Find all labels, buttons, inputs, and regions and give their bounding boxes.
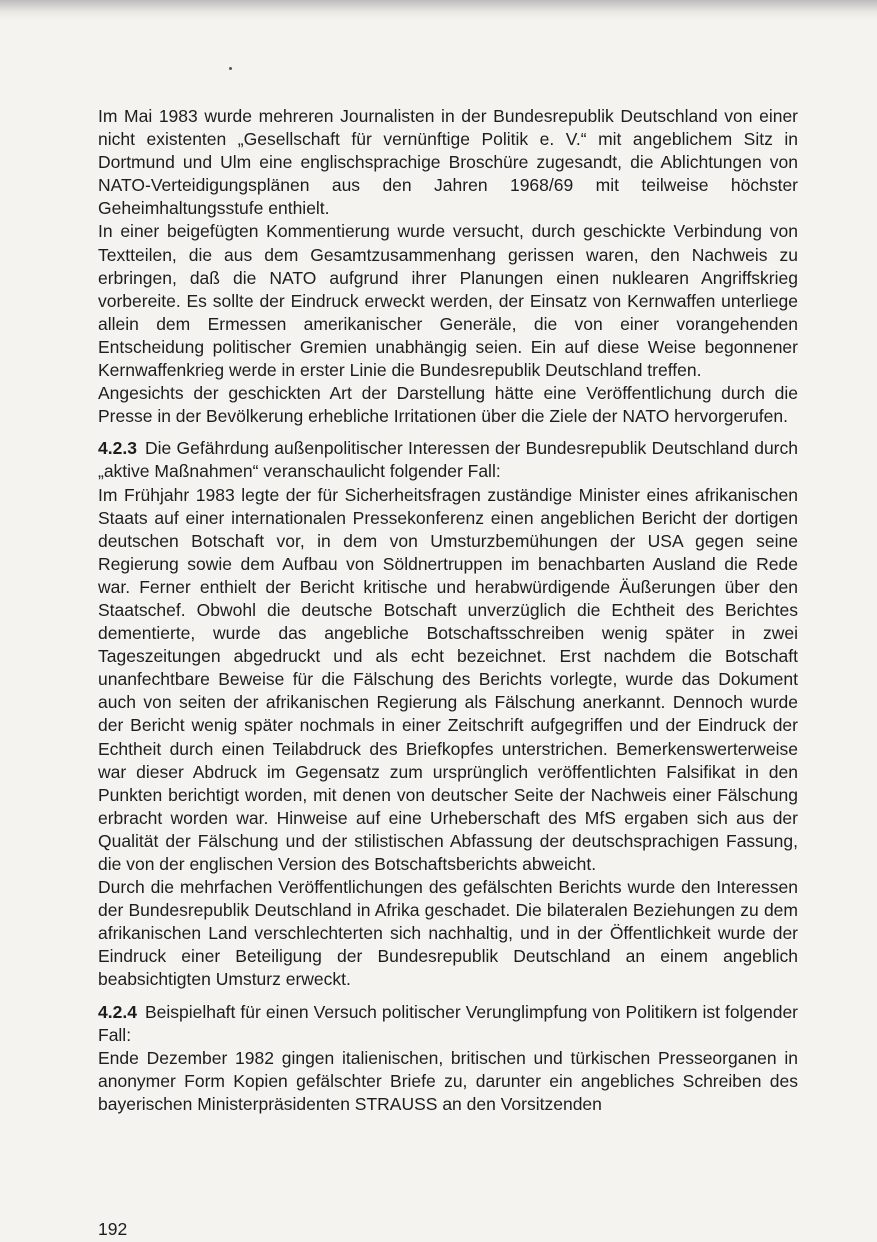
paragraph-text: Angesichts der geschickten Art der Darstellung hätte eine Veröffentlichung durch die Presse in der Bevölkerung erhebliche Irritationen über die Ziele der NATO hervorgerufen.: [98, 383, 798, 427]
section-4-2-3: [98, 437, 798, 991]
paragraph-text: In einer beigefügten Kommentierung wurde versucht, durch geschickte Verbindung von Textteilen, die aus dem Gesamtzusammenhang gerissen waren, den Nachweis zu erbringen, daß die NATO aufgrund ihrer Planungen einen nuklearen Angriffskrieg vorbereite. Es sollte der Eindruck erweckt werden, der Einsatz von Kernwaffen unterliege allein dem Ermessen amerikanischer Generäle, die von einer vorangehenden Entscheidung politischer Gremien unabhängig seien. Ein auf diese Weise begonnener Kernwaffenkrieg werde in erster Linie die Bundesrepublik Deutschland treffen.: [98, 221, 798, 381]
scan-top-edge: [0, 0, 877, 20]
document-body: [98, 105, 798, 1116]
paragraph-text: Beispielhaft für einen Versuch politischer Verunglimpfung von Politikern ist folgender Fall:: [98, 1001, 798, 1045]
paragraph: [98, 484, 798, 877]
section-4-2-4: [98, 1001, 798, 1116]
section-number: 4.2.4: [98, 1001, 137, 1022]
section-number: 4.2.3: [98, 438, 137, 459]
paragraph: [98, 220, 798, 382]
paragraph-text: Die Gefährdung außenpolitischer Interessen der Bundesrepublik Deutschland durch „aktive Maßnahmen“ veranschaulicht folgender Fall:: [98, 438, 798, 482]
paragraph-text: Im Frühjahr 1983 legte der für Sicherheitsfragen zuständige Minister eines afrikanischen Staats auf einer internationalen Pressekonferenz einen angeblichen Bericht der dortigen deutschen Botschaft vor, in dem von Umsturzbemühungen der USA gegen seine Regierung sowie dem Aufbau von Söldnertruppen im benachbarten Ausland die Rede war. Ferner enthielt der Bericht kritische und herabwürdigende Äußerungen über den Staatschef. Obwohl die deutsche Botschaft unverzüglich die Echtheit des Berichtes dementierte, wurde das angebliche Botschaftsschreiben wenig später in zwei Tageszeitungen abgedruckt und als echt bezeichnet. Erst nachdem die Botschaft unanfechtbare Beweise für die Fälschung des Berichts vorlegte, wurde das Dokument auch von seiten der afrikanischen Regierung als Fälschung anerkannt. Dennoch wurde der Bericht wenig später nochmals in einer Zeitschrift aufgegriffen und der Eindruck der Echtheit durch einen Teilabdruck des Briefkopfes unterstrichen. Bemerkenswerterweise war dieser Abdruck im Gegensatz zum ursprünglich veröffentlichten Falsifikat in den Punkten berichtigt worden, mit denen von deutscher Seite der Nachweis einer Fälschung erbracht worden war. Hinweise auf eine Urheberschaft des MfS ergaben sich aus der Qualität der Fälschung und der stilistischen Abfassung der deutschsprachigen Fassung, die von der englischen Version des Botschaftsberichts abweicht.: [98, 484, 798, 874]
paragraph-text: Ende Dezember 1982 gingen italienischen, britischen und türkischen Presseorganen in anonymer Form Kopien gefälschter Briefe zu, darunter ein angebliches Schreiben des bayerischen Ministerpräsidenten STRAUSS an den Vorsitzenden: [98, 1047, 798, 1114]
paragraph-text: Durch die mehrfachen Veröffentlichungen des gefälschten Berichts wurde den Interessen der Bundesrepublik Deutschland in Afrika geschadet. Die bilateralen Beziehungen zu dem afrikanischen Land verschlechterten sich nachhaltig, und in der Öffentlichkeit wurde der Eindruck einer Beteiligung der Bundesrepublik Deutschland an einem angeblich beabsichtigten Umsturz erweckt.: [98, 877, 798, 990]
paragraph: [98, 382, 798, 428]
page-number: 192: [98, 1219, 128, 1239]
scan-speck: [229, 67, 232, 70]
section-intro: [98, 105, 798, 428]
paragraph: [98, 437, 798, 483]
paragraph: [98, 105, 798, 220]
paragraph: [98, 1001, 798, 1047]
paragraph: [98, 1047, 798, 1116]
paragraph: [98, 876, 798, 991]
paragraph-text: Im Mai 1983 wurde mehreren Journalisten in der Bundesrepublik Deutschland von einer nicht existenten „Gesellschaft für vernünftige Politik e. V.“ mit angeblichem Sitz in Dortmund und Ulm eine englischsprachige Broschüre zugesandt, die Ablichtungen von NATO-Verteidigungsplänen aus den Jahren 1968/69 mit teilweise höchster Geheimhaltungsstufe enthielt.: [98, 106, 798, 219]
